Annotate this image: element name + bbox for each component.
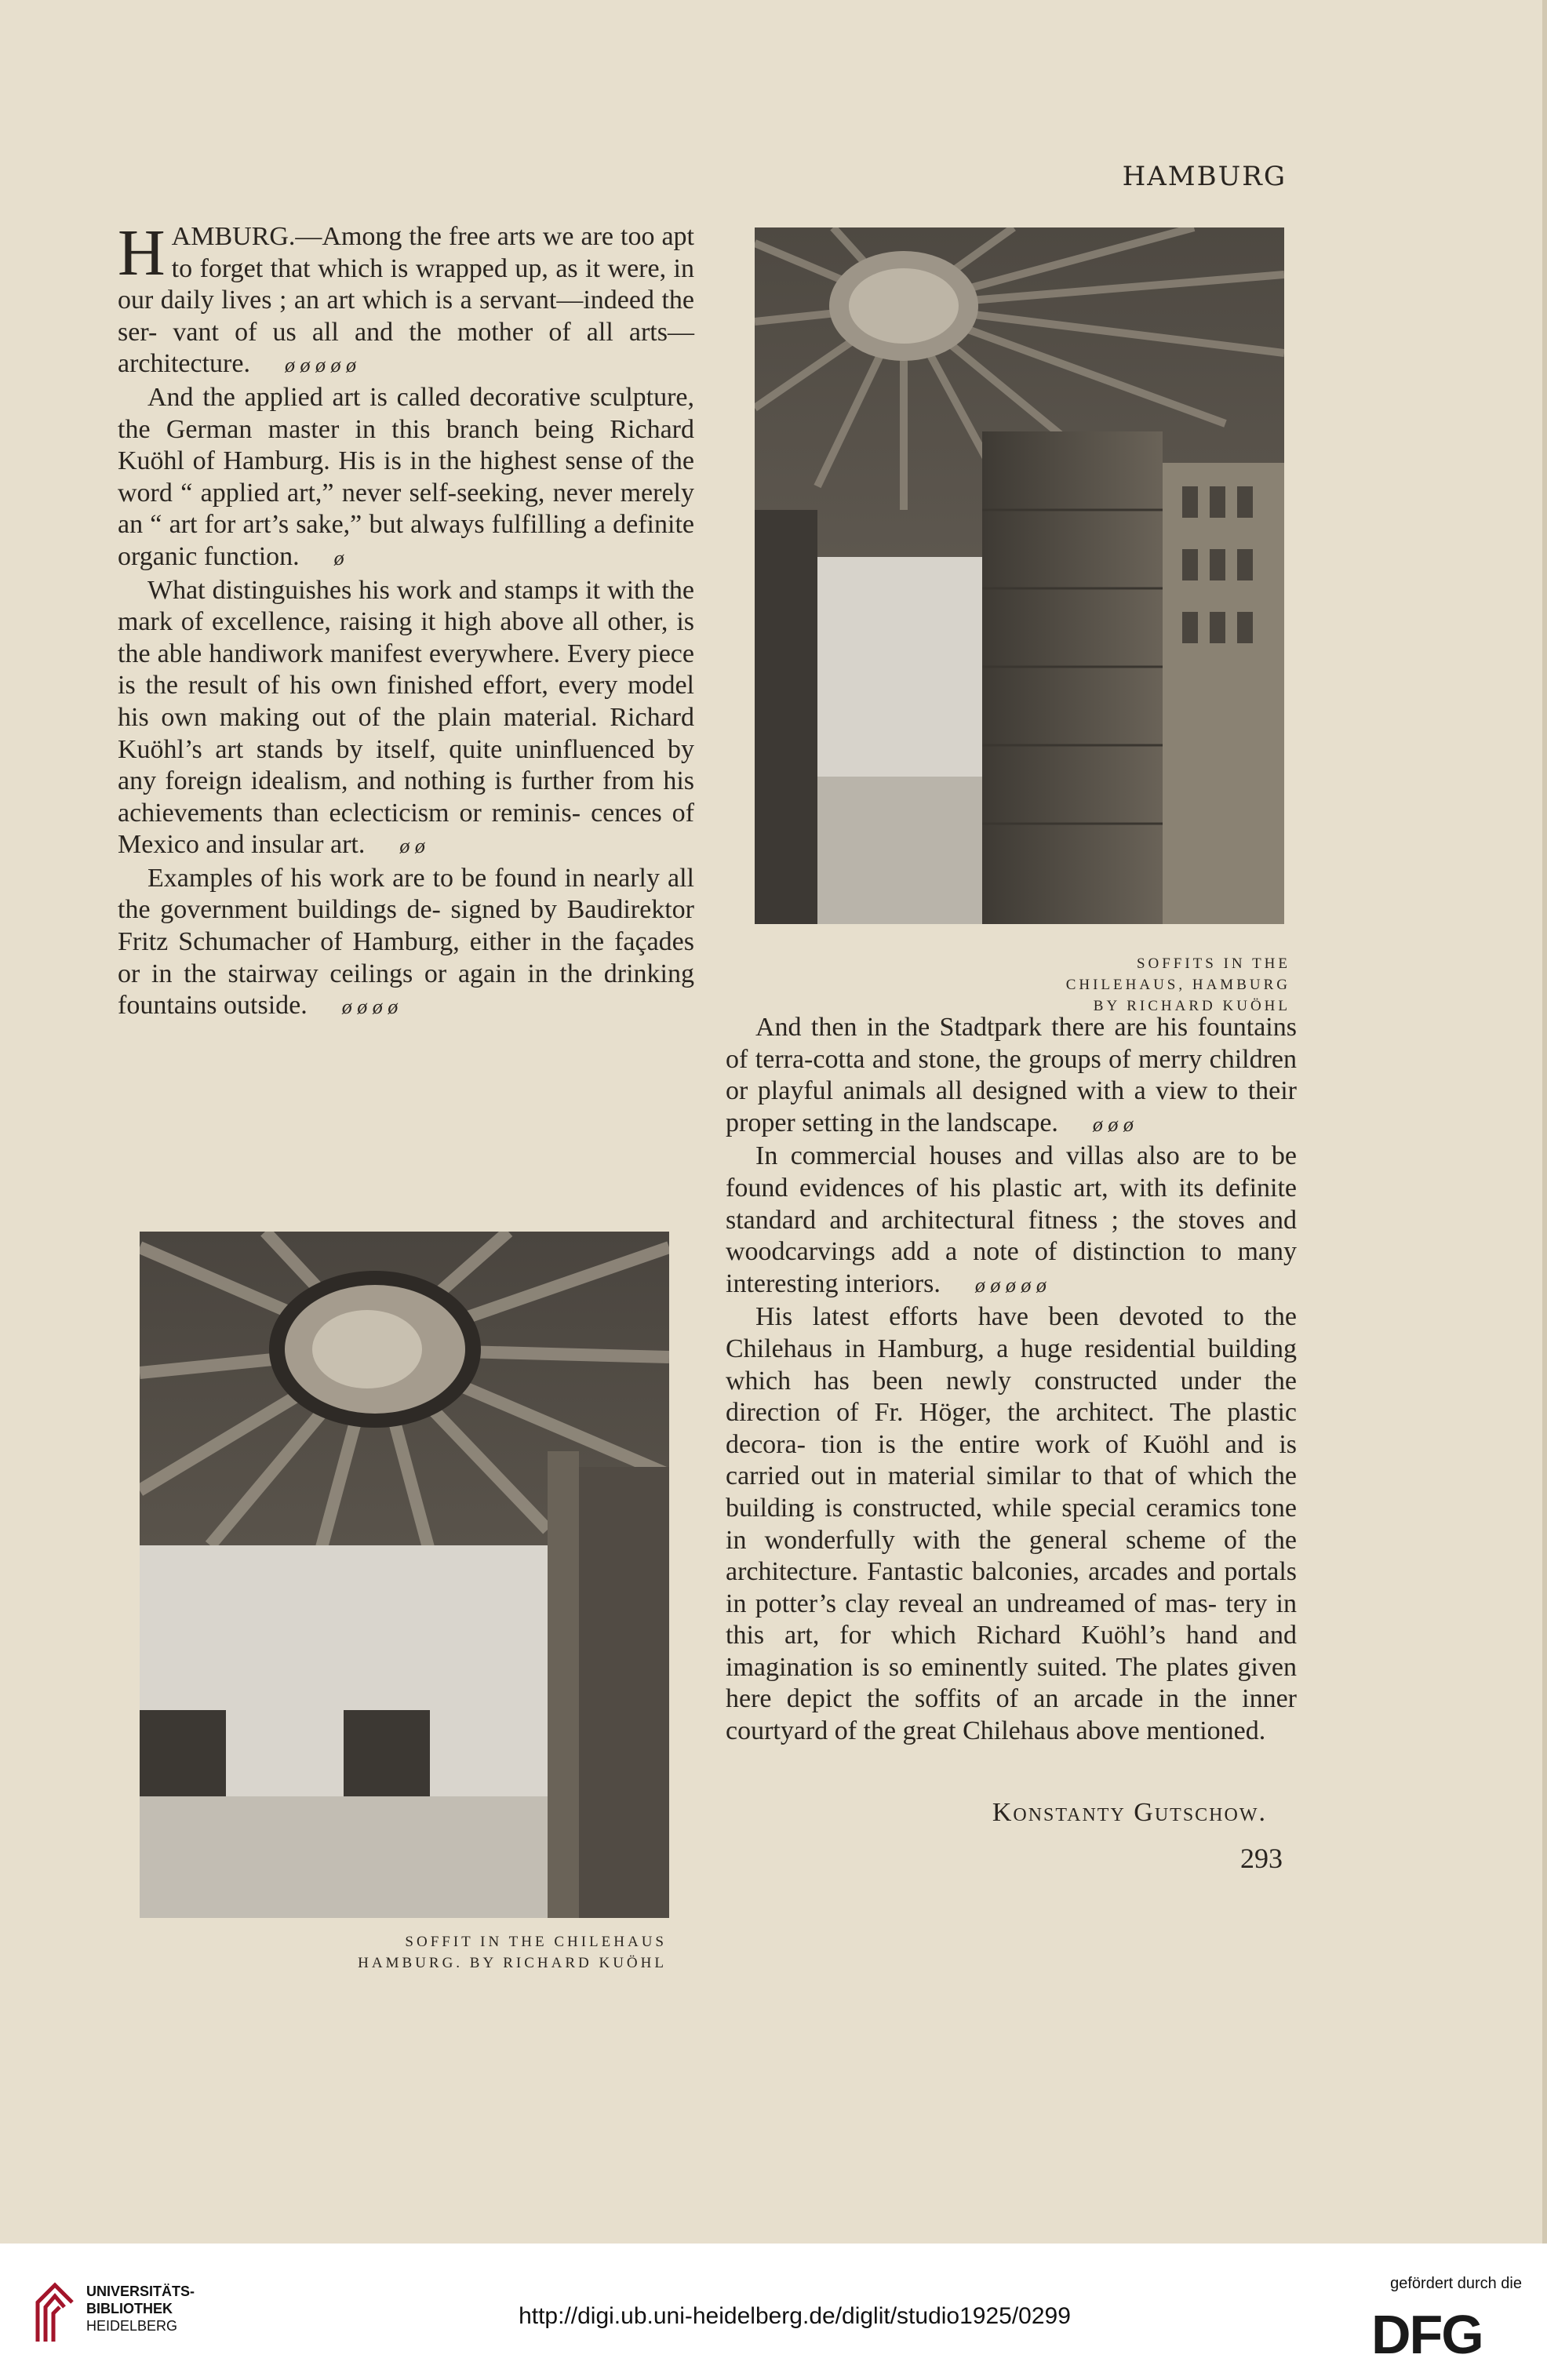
ornament-icon: ø ø ø ø ø [974, 1273, 1046, 1297]
library-line: HEIDELBERG [86, 2318, 178, 2334]
paragraph-6 [726, 1141, 1297, 1301]
permalink-url[interactable]: http://digi.ub.uni-heidelberg.de/diglit/studio1925/0299 [519, 2303, 1071, 2329]
library-line: UNIVERSITÄTS- [86, 2284, 195, 2299]
paragraph-4-text: Examples of his work are to be found in nearly all the government buildings de- signed by Baudirektor Fritz Schumacher of Hamburg, either in the façades or in the stairway ceilings or again in the drinking fountains outside. [118, 863, 694, 1021]
running-head: HAMBURG [1122, 161, 1287, 192]
caption-line: SOFFITS IN THE [1136, 955, 1290, 972]
page-number: 293 [1240, 1843, 1283, 1874]
ornament-icon: ø ø [399, 835, 425, 858]
left-text-column [118, 217, 694, 1024]
paragraph-6-text: In commercial houses and villas also are to be found evidences of his plastic art, with its definite standard and architectural fitness ; the stoves and woodcarvings add a note of distinction to many interesting interiors. [726, 1141, 1297, 1298]
caption-top-right [941, 953, 1290, 1017]
caption-line: CHILEHAUS, HAMBURG [1065, 977, 1290, 993]
digitization-footer [0, 2244, 1547, 2380]
photo-soffit-chilehaus [140, 1232, 669, 1918]
paragraph-1-text: AMBURG.—Among the free arts we are too apt to forget that which is wrapped up, as it were, in our daily lives ; an art which is a servant—indeed the ser- vant of us all and the mother of all arts— architecture. [118, 222, 694, 379]
library-line: BIBLIOTHEK [86, 2301, 173, 2316]
paragraph-2-text: And the applied art is called decorative sculpture, the German master in this branch being Richard Kuöhl of Hamburg. His is in the highest sense of the word “ applied art,” never self-seeking, never merely an “ art for art’s sake,” but always fulfilling a definite organic function. [118, 382, 694, 571]
paragraph-3-text: What distinguishes his work and stamps it with the mark of excellence, raising it high above all other, is the able handiwork manifest everywhere. Every piece is the result of his own finished effort, every model his own making out of the plain material. Richard Kuöhl’s art stands by itself, quite uninfluenced by any foreign idealism, and nothing is further from his achievements than eclecticism or reminis- cences of Mexico and insular art. [118, 575, 694, 860]
ornament-icon: ø ø ø ø [341, 995, 399, 1019]
photo-soffits-arcade [755, 227, 1284, 924]
caption-bottom-left [298, 1931, 667, 1974]
caption-line: SOFFIT IN THE CHILEHAUS [405, 1934, 667, 1950]
paragraph-2 [118, 382, 694, 575]
paragraph-3 [118, 575, 694, 863]
caption-line: HAMBURG. BY RICHARD KUÖHL [358, 1955, 667, 1971]
ornament-icon: ø ø ø [1092, 1112, 1134, 1136]
paragraph-4 [118, 863, 694, 1024]
paragraph-7-text: His latest efforts have been devoted to the Chilehaus in Hamburg, a huge residential building which has been newly constructed under the direction of Fr. Höger, the architect. The plastic decora- tion is the entire work of Kuöhl and is carried out in material similar to that of which the building is constructed, while special ceramics tone in wonderfully with the general scheme of the architecture. Fantastic balconies, arcades and portals in potter’s clay reveal an undreamed of mas- tery in this art, for which Richard Kuöhl’s hand and imagination is so eminently suited. The plates given here depict the soffits of an arcade in the inner courtyard of the great Chilehaus above mentioned. [726, 1302, 1297, 1746]
ornament-icon: ø ø ø ø ø [284, 354, 356, 377]
paragraph-7 [726, 1301, 1297, 1747]
author-signature: Konstanty Gutschow. [992, 1798, 1267, 1827]
paragraph-5-text: And then in the Stadtpark there are his fountains of terra-cotta and stone, the groups of merry children or playful animals all designed with a view to their proper setting in the landscape. [726, 1013, 1297, 1137]
soffit-illustration [140, 1232, 669, 1918]
library-logo-icon [31, 2279, 78, 2345]
paragraph-5 [726, 1012, 1297, 1141]
paragraph-1 [118, 217, 694, 382]
ornament-icon: ø [333, 546, 344, 570]
drop-cap: H [118, 217, 166, 289]
library-name [86, 2283, 195, 2335]
right-text-column [726, 1012, 1297, 1748]
funding-note: gefördert durch die [1390, 2275, 1522, 2292]
caption-line: BY RICHARD KUÖHL [1093, 998, 1290, 1014]
dfg-logo-icon: DFG [1371, 2304, 1483, 2365]
arcade-illustration [755, 227, 1284, 924]
